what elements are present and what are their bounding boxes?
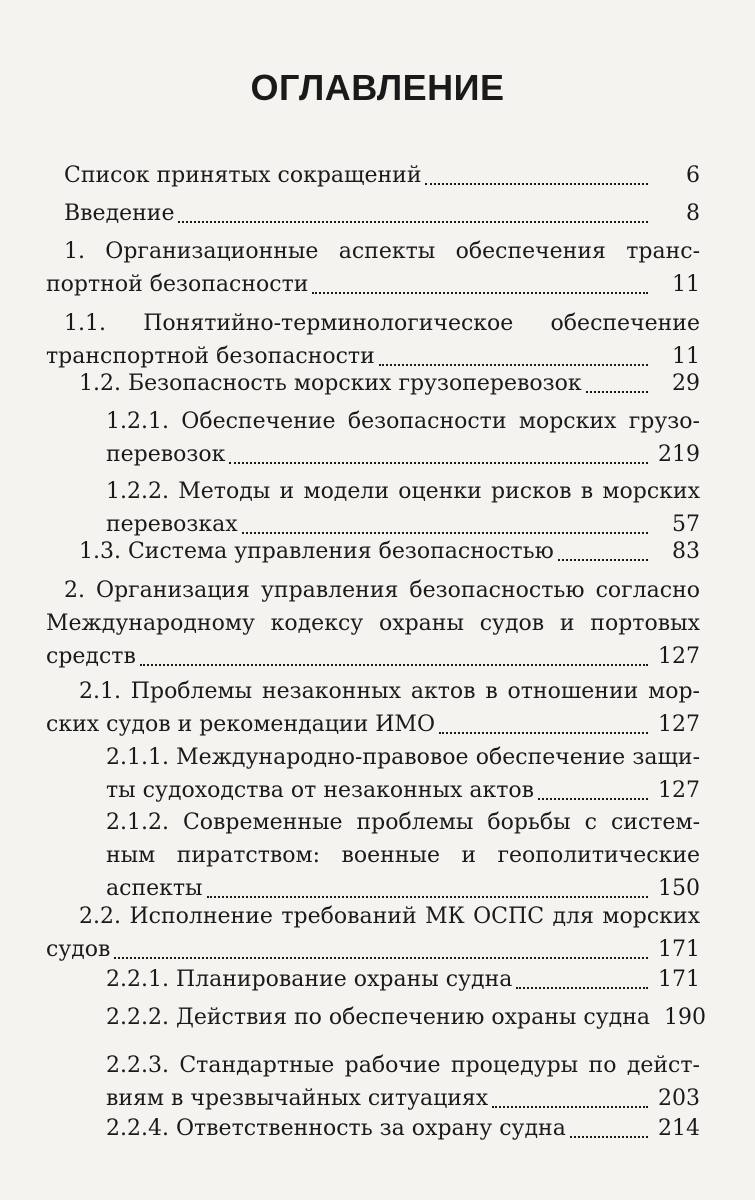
toc-entry-text: 1.3. Система управления безопасностью — [79, 539, 554, 564]
toc-page-number: 127 — [658, 778, 700, 803]
toc-page-number: 11 — [672, 272, 700, 297]
toc-entry-line: 1.2.2. Методы и модели оценки рисков в морских — [106, 479, 700, 504]
page-title: ОГЛАВЛЕНИЕ — [250, 67, 505, 108]
toc-entry-text: 2.2.1. Планирование охраны судна — [106, 967, 513, 992]
toc-entry-line: 1.1. Понятийно-терминологическое обеспечение — [64, 311, 700, 336]
toc-page-number: 150 — [658, 876, 700, 901]
toc-entry-text: 1.2. Безопасность морских грузоперевозок — [79, 371, 582, 396]
toc-entry-line: 2.1.2. Современные проблемы борьбы с систем- — [106, 810, 700, 835]
toc-page-number: 11 — [672, 344, 700, 369]
dot-leader — [492, 1106, 648, 1108]
toc-entry-last-line — [106, 962, 700, 998]
toc-entry-line: 2.1.1. Международно-правовое обеспечение защи- — [106, 745, 700, 770]
toc-entry-text: 2.2.4. Ответственность за охрану судна — [106, 1116, 566, 1141]
toc-page-number: 127 — [658, 644, 700, 669]
toc-entry-line: 2. Организация управления безопасностью согласно — [64, 578, 700, 603]
toc-entry-last-line — [64, 196, 700, 232]
toc-page-number: 29 — [672, 371, 700, 396]
toc-entry-last-line — [79, 366, 700, 402]
toc-entry-text: Список принятых сокращений — [64, 163, 422, 188]
toc-entry-last-line — [106, 773, 700, 809]
dot-leader — [178, 221, 648, 223]
toc-page-number: 57 — [672, 512, 700, 537]
toc-page-number: 190 — [664, 1005, 707, 1030]
toc-entry-text: перевозках — [106, 512, 238, 537]
toc-page-number: 214 — [658, 1116, 700, 1141]
toc-entry-last-line — [106, 1000, 707, 1036]
dot-leader — [558, 559, 648, 561]
dot-leader — [516, 987, 648, 989]
toc-page-number: 127 — [658, 712, 700, 737]
dot-leader — [425, 183, 648, 185]
dot-leader — [439, 732, 648, 734]
dot-leader — [114, 957, 648, 959]
toc-entry-text: 2.2.2. Действия по обеспечению охраны судна — [106, 1005, 651, 1030]
toc-entry-line: 2.2. Исполнение требований МК ОСПС для морских — [79, 904, 700, 929]
toc-entry-last-line — [79, 534, 700, 570]
toc-page-number: 171 — [658, 937, 700, 962]
toc-entry-line: 2.1. Проблемы незаконных актов в отношении мор- — [79, 679, 700, 704]
toc-page-number: 171 — [658, 967, 700, 992]
toc-entry-text: судов — [46, 937, 111, 962]
toc-entry-last-line — [46, 707, 700, 743]
dot-leader — [312, 292, 648, 294]
toc-entry-last-line — [46, 639, 700, 675]
dot-leader — [586, 391, 648, 393]
dot-leader — [207, 896, 648, 898]
toc-entry-text: аспекты — [106, 876, 203, 901]
toc-entry-text: виям в чрезвычайных ситуациях — [106, 1086, 489, 1111]
dot-leader — [140, 664, 648, 666]
toc-entry-text: портной безопасности — [46, 272, 309, 297]
toc-entry-last-line — [64, 158, 700, 194]
toc-page-number: 219 — [658, 442, 700, 467]
toc-page-number: 8 — [686, 201, 700, 226]
toc-entry-text: ты судоходства от незаконных актов — [106, 778, 535, 803]
toc-entry-text: транспортной безопасности — [46, 344, 375, 369]
toc-page-number: 203 — [658, 1086, 700, 1111]
toc-entry-text: средств — [46, 644, 136, 669]
toc-entry-last-line — [46, 267, 700, 303]
toc-entry-line: Международному кодексу охраны судов и портовых — [46, 611, 700, 636]
dot-leader — [570, 1136, 648, 1138]
toc-entry-line: 1. Организационные аспекты обеспечения транс- — [64, 239, 700, 264]
toc-entry-line: ным пиратством: военные и геополитические — [106, 843, 700, 868]
toc-page-number: 83 — [672, 539, 700, 564]
dot-leader — [229, 462, 648, 464]
toc-entry-line: 1.2.1. Обеспечение безопасности морских грузо- — [106, 409, 700, 434]
toc-entry-text: перевозок — [106, 442, 226, 467]
toc-entry-last-line — [106, 1111, 700, 1147]
toc-page-number: 6 — [686, 163, 700, 188]
toc-entry-text: ских судов и рекомендации ИМО — [46, 712, 435, 737]
toc-entry-last-line — [106, 437, 700, 473]
dot-leader — [538, 798, 648, 800]
toc-entry-line: 2.2.3. Стандартные рабочие процедуры по дейст- — [106, 1053, 700, 1078]
toc-entry-text: Введение — [64, 201, 175, 226]
